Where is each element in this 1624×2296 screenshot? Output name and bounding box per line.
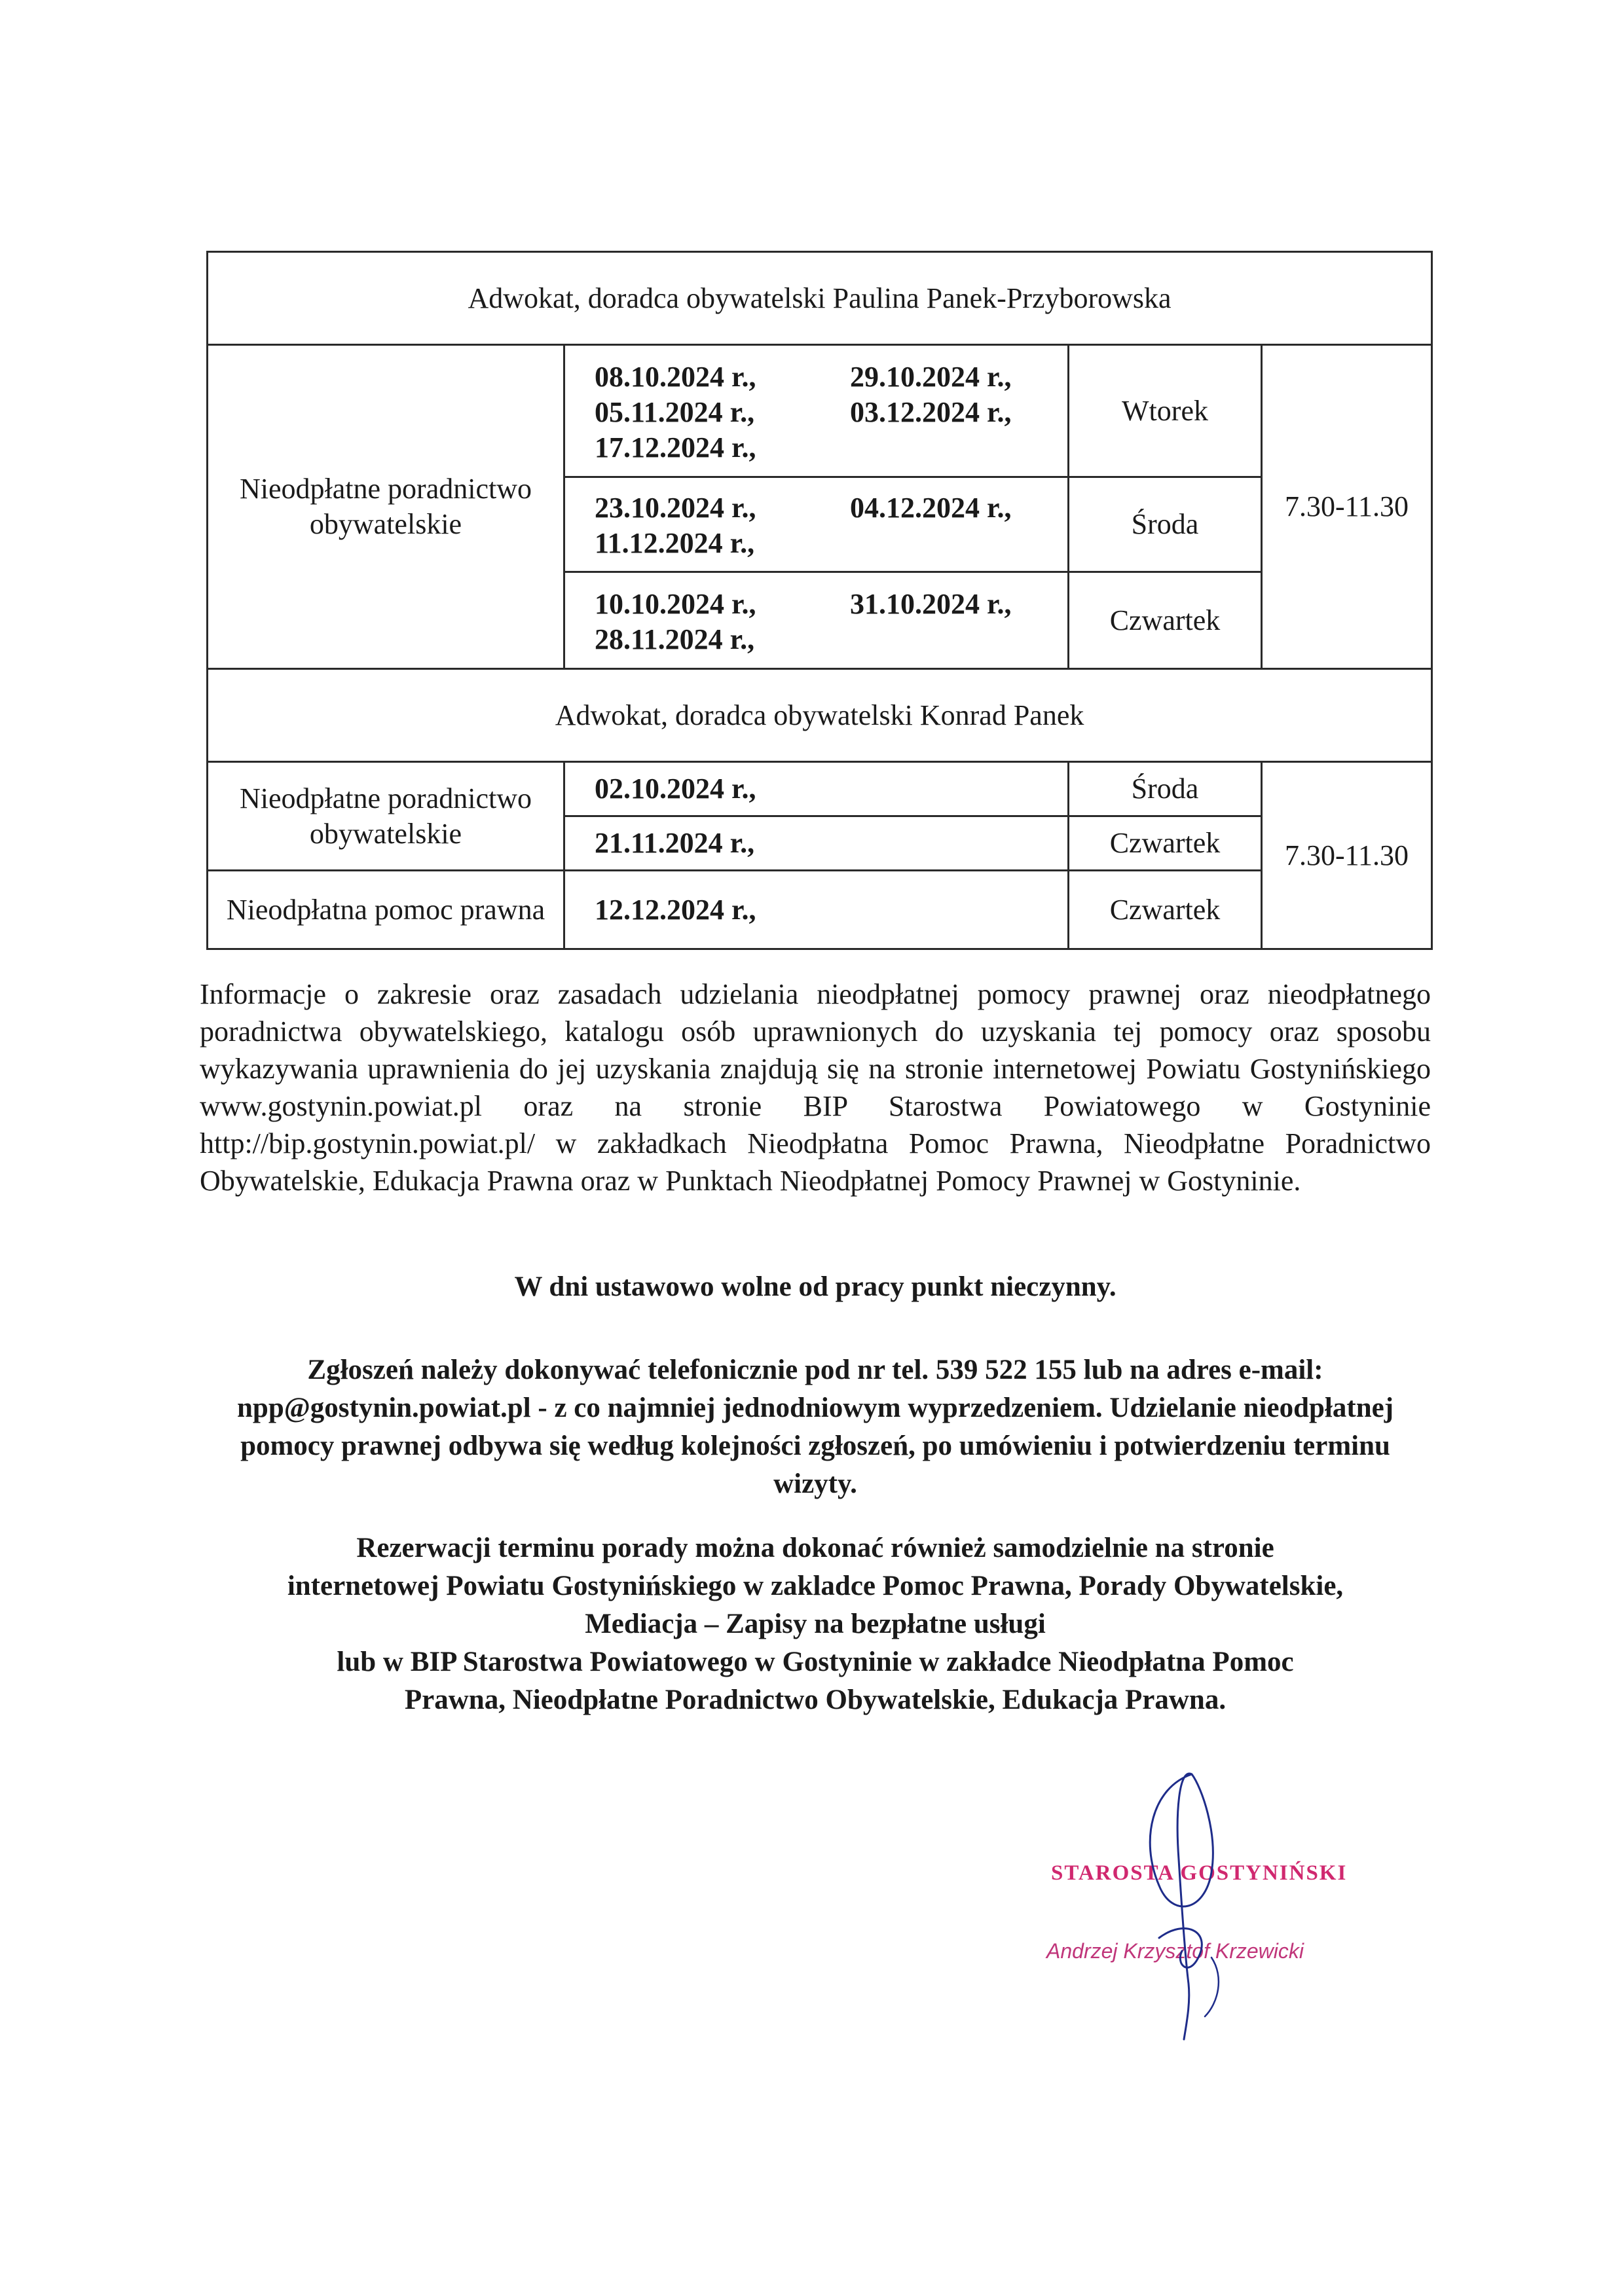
signature-icon [1113,1761,1283,2049]
section1-dates-thursday [564,572,1069,669]
section2-day-3: Czwartek [1069,871,1262,949]
section2-day-2: Czwartek [1069,816,1262,871]
reservation-line: internetowej Powiatu Gostynińskiego w zakladce Pomoc Prawna, Porady Obywatelskie, [287,1571,1344,1601]
date: 31.10.2024 r., [850,587,1012,620]
stamp-name: Andrzej Krzysztof Krzewicki [1046,1939,1304,1963]
closed-notice: W dni ustawowo wolne od pracy punkt nieczynny. [514,1271,1116,1302]
reservation-line: Mediacja – Zapisy na bezpłatne usługi [585,1609,1046,1639]
reservation-notice [190,1529,1441,1719]
date: 03.12.2024 r., [850,395,1012,428]
section2-heading: Adwokat, doradca obywatelski Konrad Panek [208,669,1432,762]
info-paragraph: Informacje o zakresie oraz zasadach udzielania nieodpłatnej pomocy prawnej oraz nieodpłatnego poradnictwa obywatelskiego, katalogu osób uprawnionych do uzyskania tej pomocy oraz sposobu wykazywania uprawnienia do jej uzyskania znajdują się na stronie internetowej Powiatu Gostynińskiego www.gostynin.powiat.pl oraz na stronie BIP Starostwa Powiatowego w Gostyninie http://bip.gostynin.powiat.pl/ w zakładkach Nieodpłatna Pomoc Prawna, Nieodpłatne Poradnictwo Obywatelskie, Edukacja Prawna oraz w Punktach Nieodpłatnej Pomocy Prawnej w Gostyninie. [200,978,1431,1197]
stamp-title: STAROSTA GOSTYNIŃSKI [1051,1861,1348,1885]
section2-hours: 7.30-11.30 [1262,762,1432,949]
section2-service-advice: Nieodpłatne poradnictwo obywatelskie [208,762,564,871]
date: 05.11.2024 r., [595,395,755,428]
section2-day-1: Środa [1069,762,1262,816]
section1-heading: Adwokat, doradca obywatelski Paulina Panek-Przyborowska [208,252,1432,345]
section2-service-legal: Nieodpłatna pomoc prawna [208,871,564,949]
schedule-table [206,251,1433,950]
section2-date-1: 02.10.2024 r., [564,762,1069,816]
reservation-line: Prawna, Nieodpłatne Poradnictwo Obywatelskie, Edukacja Prawna. [404,1685,1227,1715]
section1-day-tuesday: Wtorek [1069,345,1262,477]
section2-date-2: 21.11.2024 r., [564,816,1069,871]
section1-hours: 7.30-11.30 [1262,345,1432,669]
date: 23.10.2024 r., [595,492,756,524]
contact-notice: Zgłoszeń należy dokonywać telefonicznie pod nr tel. 539 522 155 lub na adres e-mail: npp@gostynin.powiat.pl - z co najmniej jednodniowym wyprzedzeniem. Udzielanie nieodpłatnej pomocy prawnej odbywa się według kolejności zgłoszeń, po umówieniu i potwierdzeniu terminu wizyty. [236,1355,1394,1499]
section1-dates-tuesday [564,345,1069,477]
reservation-line: lub w BIP Starostwa Powiatowego w Gostyninie w zakładce Nieodpłatna Pomoc [337,1647,1294,1677]
section1-dates-wednesday [564,477,1069,572]
section1-day-thursday: Czwartek [1069,572,1262,669]
date: 29.10.2024 r., [850,360,1012,393]
date: 17.12.2024 r., [595,431,756,464]
section2-date-3: 12.12.2024 r., [564,871,1069,949]
date: 28.11.2024 r., [595,623,755,655]
date: 08.10.2024 r., [595,360,756,393]
reservation-line: Rezerwacji terminu porady można dokonać również samodzielnie na stronie [356,1533,1274,1563]
date: 04.12.2024 r., [850,492,1012,524]
date: 10.10.2024 r., [595,587,756,620]
section1-service: Nieodpłatne poradnictwo obywatelskie [208,345,564,669]
section1-day-wednesday: Środa [1069,477,1262,572]
date: 11.12.2024 r., [595,527,755,559]
